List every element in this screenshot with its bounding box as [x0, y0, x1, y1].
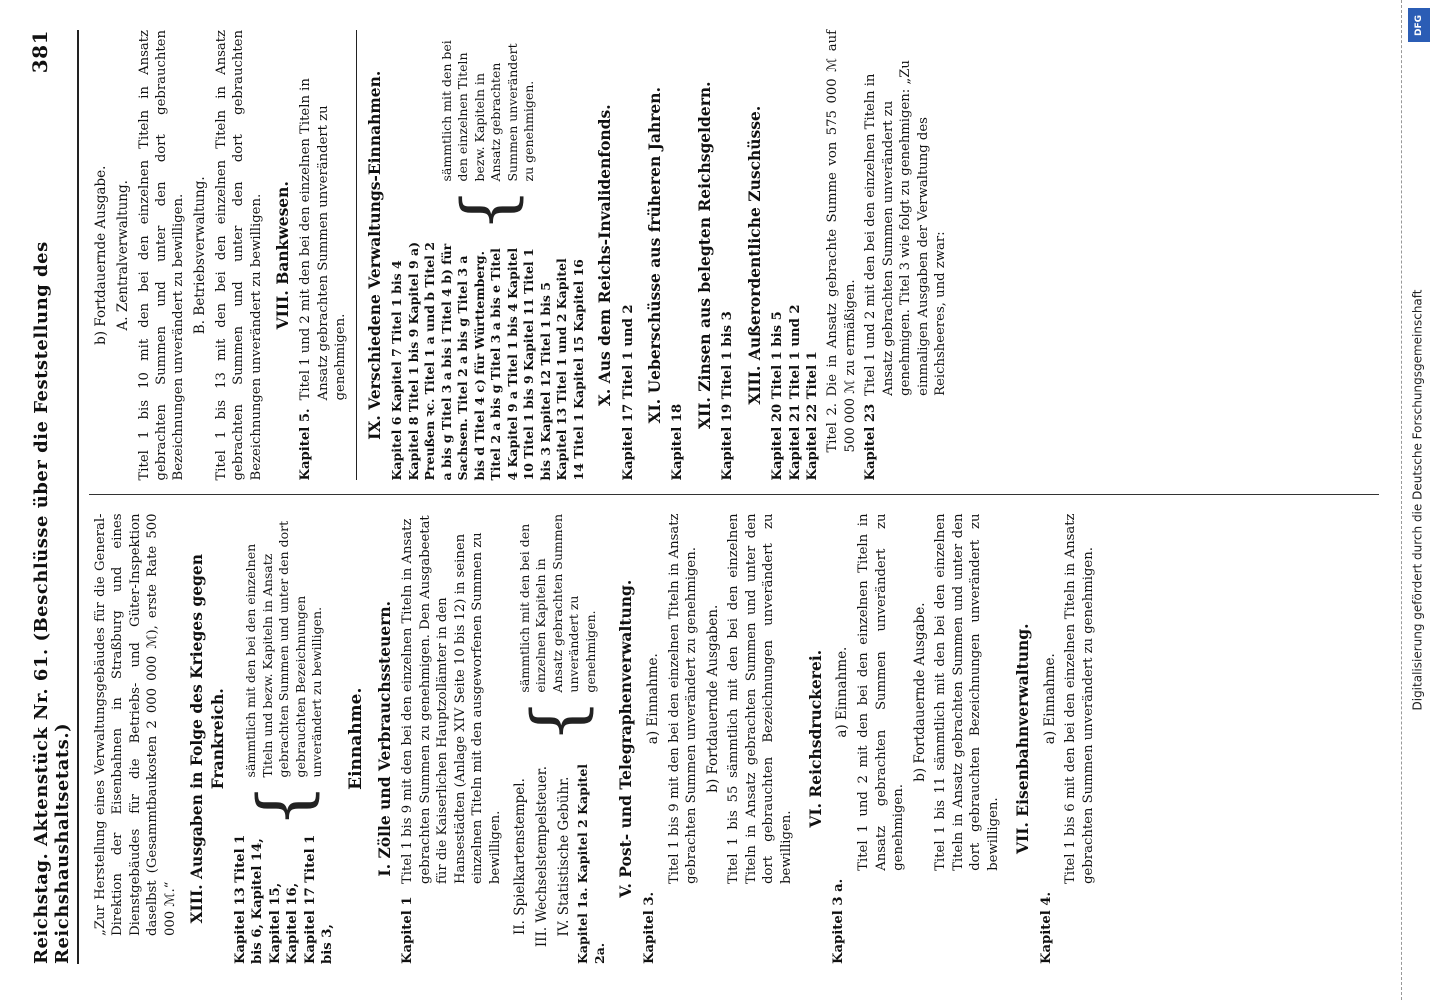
kapitel-label: Kapitel 4.: [1038, 891, 1054, 964]
kapitel-20: Kapitel 20 Titel 1 bis 5: [770, 311, 786, 481]
kapitel-label: Kapitel 1: [400, 896, 416, 964]
paragraph: Titel 1 bis 9 mit den bei den einzelnen Titeln in Ansatz gebrachten Summen unverändert zu genehmigen.: [666, 513, 700, 884]
kapitel-label: Kapitel 5.: [298, 408, 314, 481]
kapitel-label: Kapitel 23: [863, 403, 879, 481]
digitization-sidebar: [1401, 0, 1432, 1000]
kapitel-19: Kapitel 19 Titel 1 bis 3: [720, 311, 736, 481]
kapitel-list: Kapitel 13 Titel 1 bis 6, Kapitel 14, Kapitel 15, Kapitel 16, Kapitel 17 Titel 1 bis 3,: [233, 834, 336, 964]
section-iv-heading: IV. Statistische Gebühr.: [555, 776, 572, 937]
brace-icon: {: [447, 187, 530, 233]
section-iii-heading: III. Wechselstempelsteuer.: [533, 765, 550, 948]
kapitel-list: Kapitel 6 Kapitel 7 Titel 1 bis 4 Kapitel 8 Titel 1 bis 9 Kapitel 9 a) Preußen ꝛc. Titel 1 a und b Titel 2 a bis g Titel 3 a bis i Titel 4 b) für Sachsen. Titel 2 a bis g Titel 3 a bis d Titel 4 c) für Württemberg. Titel 2 a bis g Titel 3 a bis e Titel 4 Kapitel 9 a Titel 1 bis 4 Kapitel 10 Titel 1 bis 9 Kapitel 11 Titel 1 bis 3 Kapitel 12 Titel 1 bis 5 Kapitel 13 Titel 1 und 2 Kapitel 14 Titel 1 Kapitel 15 Kapitel 16: [389, 241, 586, 481]
divider: [356, 30, 357, 481]
columns: [89, 30, 1379, 964]
section-ix-heading: IX. Verschiedene Verwaltungs-Einnahmen.: [364, 70, 384, 440]
paragraph: Titel 1 und 2 mit den bei den einzelnen Titeln in Ansatz gebrachten Summen unverändert zu genehmigen.: [856, 513, 907, 871]
brace-icon: {: [243, 783, 326, 828]
digitization-credit: Digitalisierung gefördert durch die Deutsche Forschungsgemeinschaft: [1410, 289, 1425, 711]
group-note: sämmtlich mit den bei den einzelnen Titeln und bezw. Kapiteln in Ansatz gebrachten Summen und unter den dort gebrauchten Bezeichnungen unverändert zu bewilligen.: [243, 520, 325, 778]
dfg-logo-icon: DFG: [1408, 8, 1430, 42]
section-i-heading: I. Zölle und Verbrauchssteuern.: [374, 600, 394, 877]
paragraph: Titel 1 bis 55 sämmtlich mit den bei den einzelnen Titeln in Ansatz gebrachten Summen und unter den dort gebrauchten Bezeichnungen unverändert zu bewilligen.: [726, 513, 794, 884]
kapitel-21: Kapitel 21 Titel 1 und 2: [787, 304, 803, 481]
section-viii-heading: VIII. Bankwesen.: [272, 181, 292, 330]
kapitel-4-entry: [1038, 514, 1101, 965]
kapitel-label: Kapitel 3.: [641, 891, 657, 964]
kapitel-22: Kapitel 22 Titel 1: [805, 351, 821, 481]
subheading: B. Betriebsverwaltung.: [191, 176, 208, 335]
titel-2-paragraph: Titel 2. Die in Ansatz gebrachte Summe von 575 000 ℳ auf 500 000 ℳ zu ermäßigen.: [825, 30, 858, 453]
subheading: A. Zentralverwaltung.: [114, 180, 131, 331]
paragraph: Titel 1 bis 11 sämmtlich mit den bei den einzelnen Titeln in Ansatz gebrachten Summen und unter den dort gebrauchten Bezeichnungen unverändert zu bewilligen.: [933, 513, 1001, 871]
subheading: b) Fortdauernde Ausgaben.: [704, 604, 721, 793]
section-vi-heading: VI. Reichsdruckerei.: [806, 649, 826, 828]
kapitel-text: Titel 1 und 2 mit den bei den einzelnen Titeln in Ansatz gebrachten Summen unverändert zu genehmigen.: [298, 78, 349, 401]
section-xiii-heading: XIII. Ausgaben in Folge des Krieges gegen Frankreich.: [187, 553, 227, 924]
kapitel-3a-entry: [830, 514, 1005, 965]
paragraph: Titel 1 bis 13 mit den bei den einzelnen Titeln in Ansatz gebrachten Summen und unter den dort gebrauchten Bezeichnungen unverändert zu bewilligen.: [213, 30, 264, 481]
kapitel-17: Kapitel 17 Titel 1 und 2: [620, 304, 636, 481]
kapitel-5-entry: [297, 30, 349, 481]
kapitel-text: Titel 1 bis 9 mit den bei den einzelnen Titeln in Ansatz gebrachten Summen zu genehmigen. Den Ausgabeetat für die Kaiserlichen Hauptzollämter in den Hansestädten (Anlage XIV Seite 10 bis 12) in seinen einzelnen Titeln mit den ausgeworfenen Summen zu bewilligen.: [400, 515, 503, 884]
intro-paragraph: „Zur Herstellung eines Verwaltungsgebäudes für die General-Direktion der Eisenbahnen in Straßburg und eines Dienstgebäudes für die Betriebs- und Güter-Inspektion daselbst (Gesammtbaukosten 2 000 000 ℳ), erste Rate 500 000 ℳ.“: [93, 513, 178, 936]
section-xi-heading: XI. Ueberschüsse aus früheren Jahren.: [645, 87, 665, 424]
section-v-heading: V. Post- und Telegraphenverwaltung.: [616, 579, 636, 898]
right-column: [89, 30, 1379, 496]
page-number: 381: [28, 30, 52, 74]
left-column: [89, 514, 1379, 965]
subheading: b) Fortdauernde Ausgabe.: [93, 165, 109, 345]
sections-ii-iv-group: [508, 514, 608, 965]
group-note: sämmtlich mit den bei den einzelnen Titeln bezw. Kapiteln in Ansatz gebrachten Summen unverändert zu genehmigen.: [438, 40, 537, 182]
subheading: a) Einnahme.: [834, 646, 851, 738]
brace-icon: {: [517, 698, 600, 744]
kapitel-3-entry: [641, 514, 798, 965]
section-vii-heading: VII. Eisenbahnverwaltung.: [1013, 623, 1033, 855]
kapitel-text: Titel 1 und 2 mit den bei den einzelnen Titeln in Ansatz gebrachten Summen unverändert zu genehmigen. Titel 3 wie folgt zu genehmigen: „Zu einmaligen Ausgaben der Verwaltung des Reichsheeres, und zwar:: [863, 60, 949, 396]
section-x-heading: X. Aus dem Reichs-Invalidenfonds.: [595, 104, 615, 407]
kapitel-13-17-group: [232, 514, 337, 965]
kapitel-6-16-group: [389, 30, 587, 481]
subheading: b) Fortdauernde Ausgabe.: [911, 602, 928, 782]
kapitel-label: Kapitel 3 a.: [831, 878, 847, 964]
running-title: Reichstag. Aktenstück Nr. 61. (Beschlüsse über die Feststellung des Reichshaushaltsetats.): [31, 241, 73, 964]
section-xii-heading: XII. Zinsen aus belegten Reichsgeldern.: [694, 81, 714, 430]
einnahme-heading: Einnahme.: [345, 687, 366, 790]
section-ii-heading: II. Spielkartenstempel.: [511, 778, 528, 936]
section-xiii-heading: XIII. Außerordentliche Zuschüsse.: [744, 105, 764, 405]
page-header: [28, 30, 79, 964]
kapitel-18: Kapitel 18: [670, 403, 686, 481]
subheading: a) Einnahme.: [644, 653, 661, 745]
kapitel-1-entry: [399, 514, 504, 965]
subheading: a) Einnahme.: [1041, 653, 1058, 745]
paragraph: Titel 1 bis 6 mit den bei den einzelnen Titeln in Ansatz gebrachten Summen unverändert zu genehmigen.: [1063, 513, 1096, 884]
kapitel-list: Kapitel 1a. Kapitel 2 Kapitel 2a.: [575, 763, 607, 964]
paragraph: Titel 1 bis 10 mit den bei den einzelnen Titeln in Ansatz gebrachten Summen und unter den dort gebrauchten Bezeichnungen unverändert zu bewilligen.: [136, 30, 187, 481]
group-note: sämmtlich mit den bei den einzelnen Kapiteln in Ansatz gebrachten Summen unverändert zu genehmigen.: [516, 513, 598, 693]
kapitel-23-entry: [862, 30, 949, 481]
